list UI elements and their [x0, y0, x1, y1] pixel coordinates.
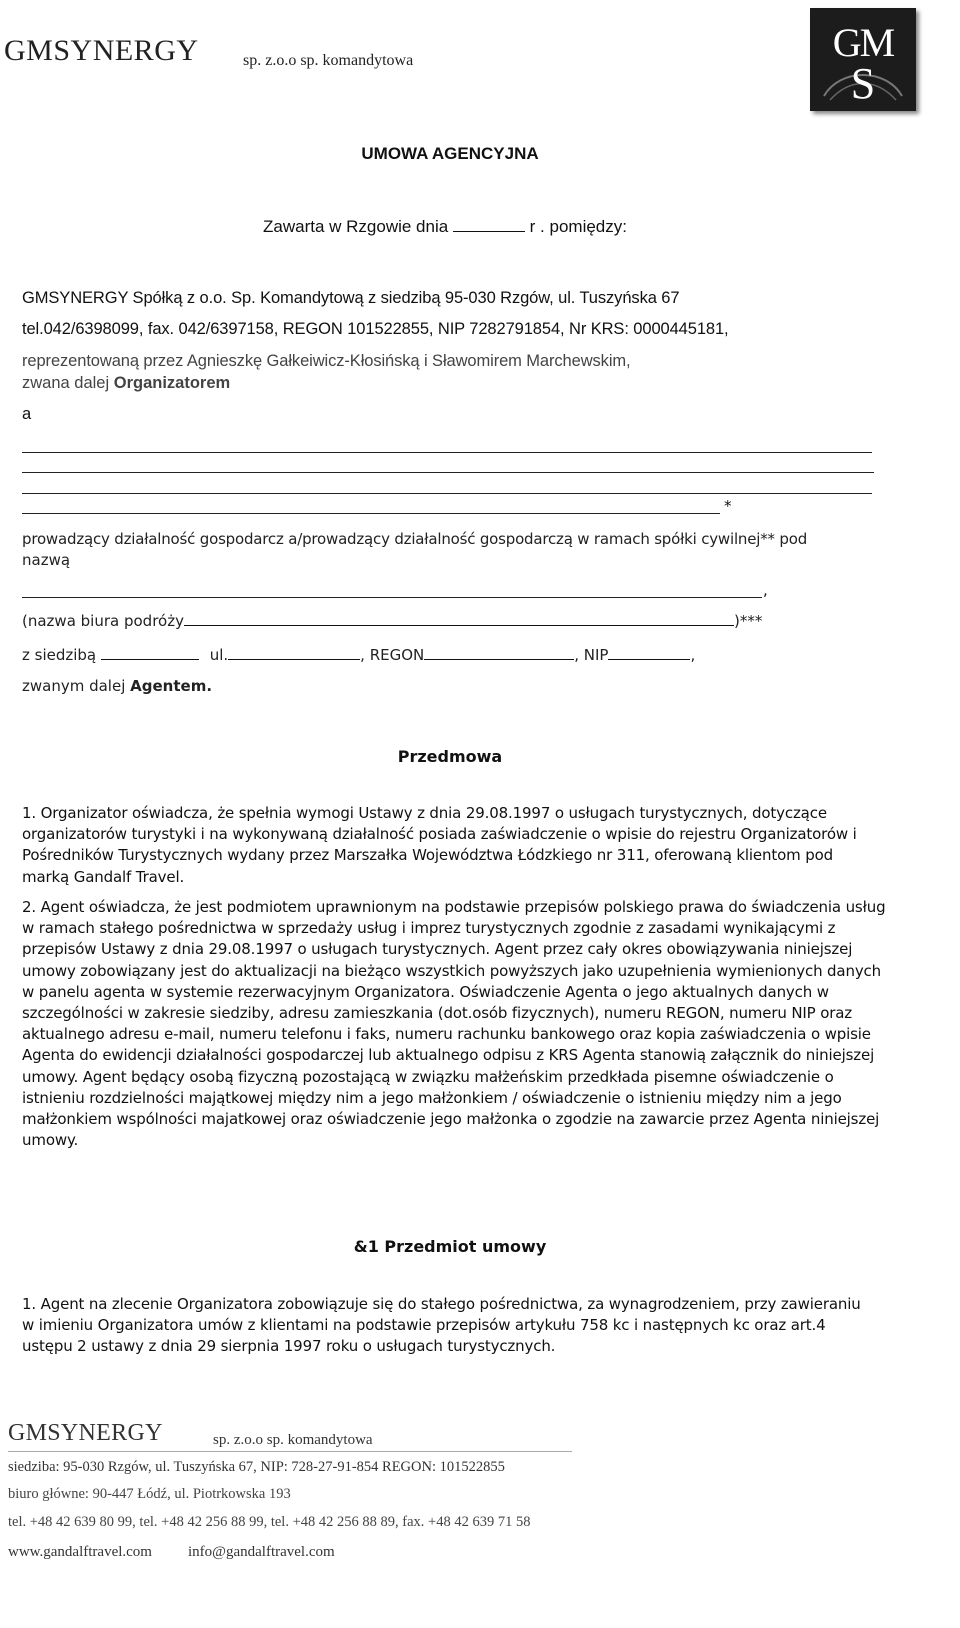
blank-line-4 [22, 513, 720, 514]
footer-brand: GMSYNERGY [8, 1420, 163, 1446]
footer-brand-suffix: sp. z.o.o sp. komandytowa [213, 1432, 373, 1448]
footer-website-link[interactable]: www.gandalftravel.com [8, 1544, 152, 1560]
preamble-point-2: 2. Agent oświadcza, że jest podmiotem uprawnionym na podstawie przepisów polskiego prawa do świadczenia usług w ramach stałego pośrednictwa w sprzedaży usług i imprez turystycznych zgodnie z zasadami wynikającymi z przepisów Ustawy z dnia 29.08.1997 o usługach turystycznych. Agent przez cały okres obowiązywania niniejszej umowy zobowiązany jest do aktualizacji na bieżąco wszystkich powyższych jako uzupełnienia wymienionych danych w panelu agenta w systemie rezerwacyjnym Organizatora. Oświadczenie Agenta o jego aktualnych danych w szczególności w zakresie siedziby, adresu zamieszkania (dot.osób fizycznych), numeru REGON, numeru NIP oraz aktualnego adresu e-mail, numeru telefonu i faks, numeru rachunku bankowego oraz kopia zaświadczenia o wpisie Agenta do ewidencji działalności gospodarczej lub aktualnego odpisu z KRS Agenta stanowią załącznik do niniejszej umowy. Agent będący osobą fizyczną pozostającą w związku małżeńskim przedkłada pisemne oświadczenie o istnieniu rozdzielności majątkowej między nim a jego małżonkiem / oświadczenie o istnieniu między nim a jego małżonkiem wspólności majatkowej oraz oświadczenie jego małżonka o zgodzie na zawarcie przez Agenta niniejszej umowy. [22, 898, 886, 1150]
party1-line4 [22, 374, 230, 393]
footer-seat: siedziba: 95-030 Rzgów, ul. Tuszyńska 67, NIP: 728-27-91-854 REGON: 101522855 [8, 1459, 505, 1475]
company-logo [810, 8, 916, 111]
logo-emblem-icon [810, 8, 916, 111]
date-blank [453, 230, 525, 232]
footer-phones: tel. +48 42 639 80 99, tel. +48 42 256 88 99, tel. +48 42 256 88 89, fax. +48 42 639 71 58 [8, 1514, 531, 1530]
end-comma: , [690, 646, 696, 664]
concluded-suffix: r . pomiędzy: [529, 217, 627, 236]
section1-heading: &1 Przedmiot umowy [353, 1237, 547, 1256]
street-blank [228, 658, 360, 660]
blank-line-3 [22, 493, 872, 494]
agency-name-line [22, 612, 762, 630]
header-brand-suffix: sp. z.o.o sp. komandytowa [243, 52, 414, 69]
svg-text:GM: GM [832, 20, 894, 65]
seat-label: z siedzibą [22, 646, 97, 664]
agent-term: Agentem. [130, 677, 213, 695]
footer-office: biuro główne: 90-447 Łódź, ul. Piotrkowska 193 [8, 1486, 291, 1502]
party1-line4-prefix: zwana dalej [22, 374, 110, 392]
agency-blank [184, 624, 734, 626]
asterisk-note: * [724, 497, 732, 515]
preamble-heading: Przedmowa [397, 747, 503, 766]
footer-divider [8, 1451, 572, 1452]
agency-suffix: )*** [733, 612, 763, 630]
regon-label: , REGON [360, 646, 425, 664]
section1-point-1: 1. Agent na zlecenie Organizatora zobowiązuje się do stałego pośrednictwa, za wynagrodzeniem, przy zawieraniu w imieniu Organizatora umów z klientami na podstawie przepisów artykułu 758 kc i następnych kc oraz art.4 ustępu 2 ustawy z dnia 29 sierpnia 1997 roku o usługach turystycznych. [22, 1295, 861, 1356]
agent-line [22, 677, 212, 695]
party1-line2: tel.042/6398099, fax. 042/6397158, REGON 101522855, NIP 7282791854, Nr KRS: 0000445181, [22, 320, 729, 338]
name-blank [22, 597, 762, 598]
concluded-prefix: Zawarta w Rzgowie dnia [263, 217, 449, 236]
nip-blank [608, 658, 690, 660]
and-word: a [22, 405, 32, 423]
organizer-term: Organizatorem [113, 374, 231, 392]
blank-line-1 [22, 452, 872, 453]
business-line2: nazwą [22, 551, 71, 569]
address-line [22, 646, 695, 664]
party1-line3: reprezentowaną przez Agnieszkę Gałkeiwicz-Kłosińską i Sławomirem Marchewskim, [22, 352, 631, 370]
blank-line-2 [22, 472, 874, 473]
header-brand [4, 34, 199, 68]
footer-email-link[interactable]: info@gandalftravel.com [188, 1544, 335, 1560]
header-brand-name: GMSYNERGY [4, 34, 199, 67]
preamble-point-1: 1. Organizator oświadcza, że spełnia wymogi Ustawy z dnia 29.08.1997 o usługach turystycznych, dotyczące organizatorów turystyki i na wykonywaną działalność posiada zaświadczenie o wpisie do rejestru Organizatorów i Pośredników Turystycznych wydany przez Marszałka Województwa Łódzkiego nr 311, oferowaną klientom pod marką Gandalf Travel. [22, 804, 857, 886]
doc-title: UMOWA AGENCYJNA [361, 144, 539, 163]
business-line1: prowadzący działalność gospodarcz a/prowadzący działalność gospodarczą w ramach spółki cywilnej** pod [22, 530, 808, 548]
name-comma: , [763, 581, 768, 599]
party1-line1: GMSYNERGY Spółką z o.o. Sp. Komandytową z siedzibą 95-030 Rzgów, ul. Tuszyńska 67 [22, 289, 680, 307]
agent-prefix: zwanym dalej [22, 677, 126, 695]
agency-prefix: (nazwa biura podróży [22, 612, 184, 630]
street-label: ul. [209, 646, 229, 664]
concluded-line [263, 217, 627, 237]
seat-blank [101, 658, 199, 660]
regon-blank [424, 658, 574, 660]
nip-label: , NIP [574, 646, 609, 664]
svg-text:S: S [850, 59, 876, 108]
